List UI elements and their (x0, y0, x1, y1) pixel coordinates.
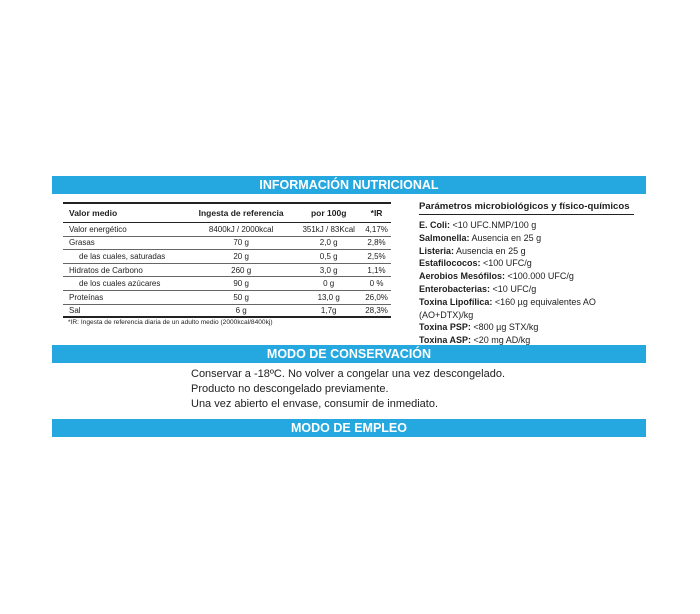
micro-value: <10 UFC.NMP/100 g (452, 220, 537, 230)
table-cell: 8400kJ / 2000kcal (187, 223, 295, 237)
table-cell: 70 g (187, 236, 295, 250)
nutrition-footnote: *IR: Ingesta de referencia diaria de un adulto medio (2000kcal/8400kj) (68, 319, 273, 326)
table-row (63, 223, 391, 237)
nutrition-table (63, 202, 391, 318)
micro-value: <100.000 UFC/g (507, 271, 574, 282)
micro-value: <20 mg AD/kg (473, 335, 531, 346)
micro-value: Ausencia en 25 g (456, 245, 526, 256)
table-cell: de las cuales, saturadas (63, 250, 187, 264)
table-cell: 1,1% (362, 263, 391, 277)
conservation-section-header: MODO DE CONSERVACIÓN (52, 345, 646, 363)
table-cell: 351kJ / 83Kcal (295, 223, 362, 237)
column-header: Ingesta de referencia (187, 204, 295, 223)
table-row (63, 277, 391, 291)
micro-label: Estafilococos: (419, 258, 481, 269)
micro-item (419, 257, 634, 270)
micro-item (419, 270, 634, 283)
table-cell: 260 g (187, 263, 295, 277)
table-cell: 6 g (235, 306, 247, 316)
table-cell: 1,7g (320, 306, 337, 316)
micro-value: <10 UFC/g (492, 283, 537, 294)
micro-item (419, 321, 634, 334)
table-row (63, 236, 391, 250)
column-header: Valor medio (63, 204, 187, 223)
conservation-line: Conservar a -18ºC. No volver a congelar una vez descongelado. (191, 368, 506, 380)
column-header: por 100g (295, 204, 362, 223)
micro-item (419, 296, 634, 322)
table-row (63, 290, 391, 304)
micro-item (419, 232, 634, 245)
table-cell: Sal (69, 306, 81, 316)
micro-label: Aerobios Mesófilos: (419, 271, 506, 282)
table-cell: 0 g (295, 277, 362, 291)
micro-label: Toxina ASP: (419, 335, 472, 346)
micro-value: <800 µg STX/kg (473, 322, 539, 333)
micro-value: <160 µg equivalentes AO (AO+DTX)/kg (419, 296, 596, 320)
nutrition-section-header: INFORMACIÓN NUTRICIONAL (52, 176, 646, 194)
table-row (63, 304, 391, 317)
micro-item (419, 219, 634, 232)
micro-value: <100 UFC/g (483, 258, 532, 269)
table-cell: Valor energético (63, 223, 187, 237)
table-cell: 2,0 g (295, 236, 362, 250)
table-row (63, 263, 391, 277)
micro-value: Ausencia en 25 g (471, 232, 542, 243)
usage-section-header: MODO DE EMPLEO (52, 419, 646, 437)
table-cell: 90 g (187, 277, 295, 291)
table-cell: 20 g (187, 250, 295, 264)
micro-item (419, 245, 634, 258)
table-cell: 26,0% (362, 290, 391, 304)
table-cell: Proteínas (63, 290, 187, 304)
table-cell: 4,17% (362, 223, 391, 237)
table-cell: Hidratos de Carbono (63, 263, 187, 277)
table-cell: 0 % (362, 277, 391, 291)
micro-item (419, 283, 634, 296)
conservation-line: Una vez abierto el envase, consumir de inmediato. (191, 398, 439, 410)
micro-label: Enterobacterias: (419, 283, 491, 294)
micro-label: E. Coli: (419, 220, 450, 230)
table-row (63, 250, 391, 264)
conservation-line: Producto no descongelado previamente. (191, 383, 389, 395)
table-cell: 2,8% (362, 236, 391, 250)
table-cell: 0,5 g (295, 250, 362, 264)
table-cell: 3,0 g (295, 263, 362, 277)
table-cell: 13,0 g (295, 290, 362, 304)
table-cell: Grasas (63, 236, 187, 250)
column-header: *IR (362, 204, 391, 223)
micro-label: Listeria: (419, 245, 455, 256)
conservation-text (191, 367, 505, 412)
nutrition-header-row (63, 204, 391, 223)
micro-label: Toxina PSP: (419, 322, 471, 333)
micro-label: Toxina Lipofílica: (419, 296, 493, 307)
micro-label: Salmonella: (419, 232, 470, 243)
table-cell: 28,3% (365, 306, 388, 316)
micro-title: Parámetros microbiológicos y físico-químicos (419, 201, 634, 215)
table-cell: 50 g (187, 290, 295, 304)
micro-params (419, 201, 634, 347)
table-cell: 2,5% (362, 250, 391, 264)
table-cell: de los cuales azúcares (63, 277, 187, 291)
